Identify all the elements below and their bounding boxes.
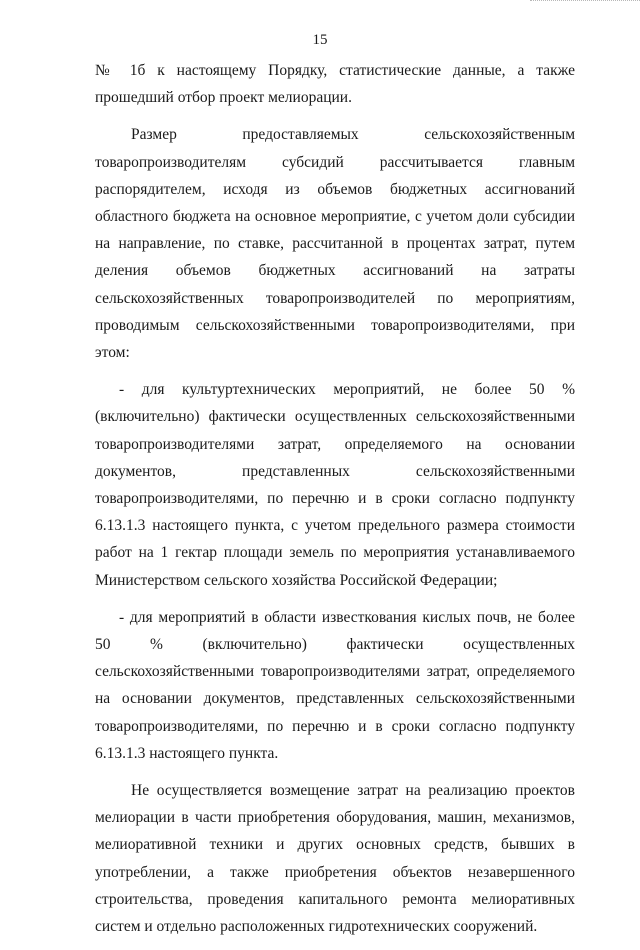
scan-edge-mark xyxy=(530,0,640,3)
page-number: 15 xyxy=(312,32,328,48)
paragraph-subsidy-amount: Размер предоставляемых сельскохозяйственным товаропроизводителям субсидий рассчитывается главным распорядителем, исходя из объемов бюджетных ассигнований областного бюджета на основное мероприятие, с учетом доли субсидии на направление, по ставке, рассчитанной в процентах затрат, путем деления объемов бюджетных ассигнований на затраты сельскохозяйственных товаропроизводителей по мероприятиям, проводимым сельскохозяйственными товаропроизводителями, при этом: xyxy=(95,126,575,362)
paragraph-no-reimbursement: Не осуществляется возмещение затрат на реализацию проектов мелиорации в части приобретения оборудования, машин, механизмов, мелиоративной техники и других основных средств, бывших в употреблении, а также приобретения объектов незавершенного строительства, проведения капитального ремонта мелиоративных систем и отдельно расположенных гидротехнических сооружений. xyxy=(95,782,575,936)
list-item-cultural-technical: - для культуртехнических мероприятий, не более 50 % (включительно) фактически осуществленных сельскохозяйственными товаропроизводителями затрат, определяемого на основании документов, представленных сельскохозяйственными товаропроизводителями, по перечню и в сроки согласно подпункту 6.13.1.3 настоящего пункта, с учетом предельного размера стоимости работ на 1 гектар площади земель по мероприятия устанавливаемого Министерством сельского хозяйства Российской Федерации; xyxy=(95,381,575,589)
list-item-liming: - для мероприятий в области известкования кислых почв, не более 50 % (включительно) фактически осуществленных сельскохозяйственными товаропроизводителями затрат, определяемого на основании документов, представленных сельскохозяйственными товаропроизводителями, по перечню и в сроки согласно подпункту 6.13.1.3 настоящего пункта. xyxy=(95,608,575,762)
paragraph-continuation: № 1б к настоящему Порядку, статистические данные, а также прошедший отбор проект мелиорации. xyxy=(95,62,575,107)
page-body xyxy=(95,57,575,950)
